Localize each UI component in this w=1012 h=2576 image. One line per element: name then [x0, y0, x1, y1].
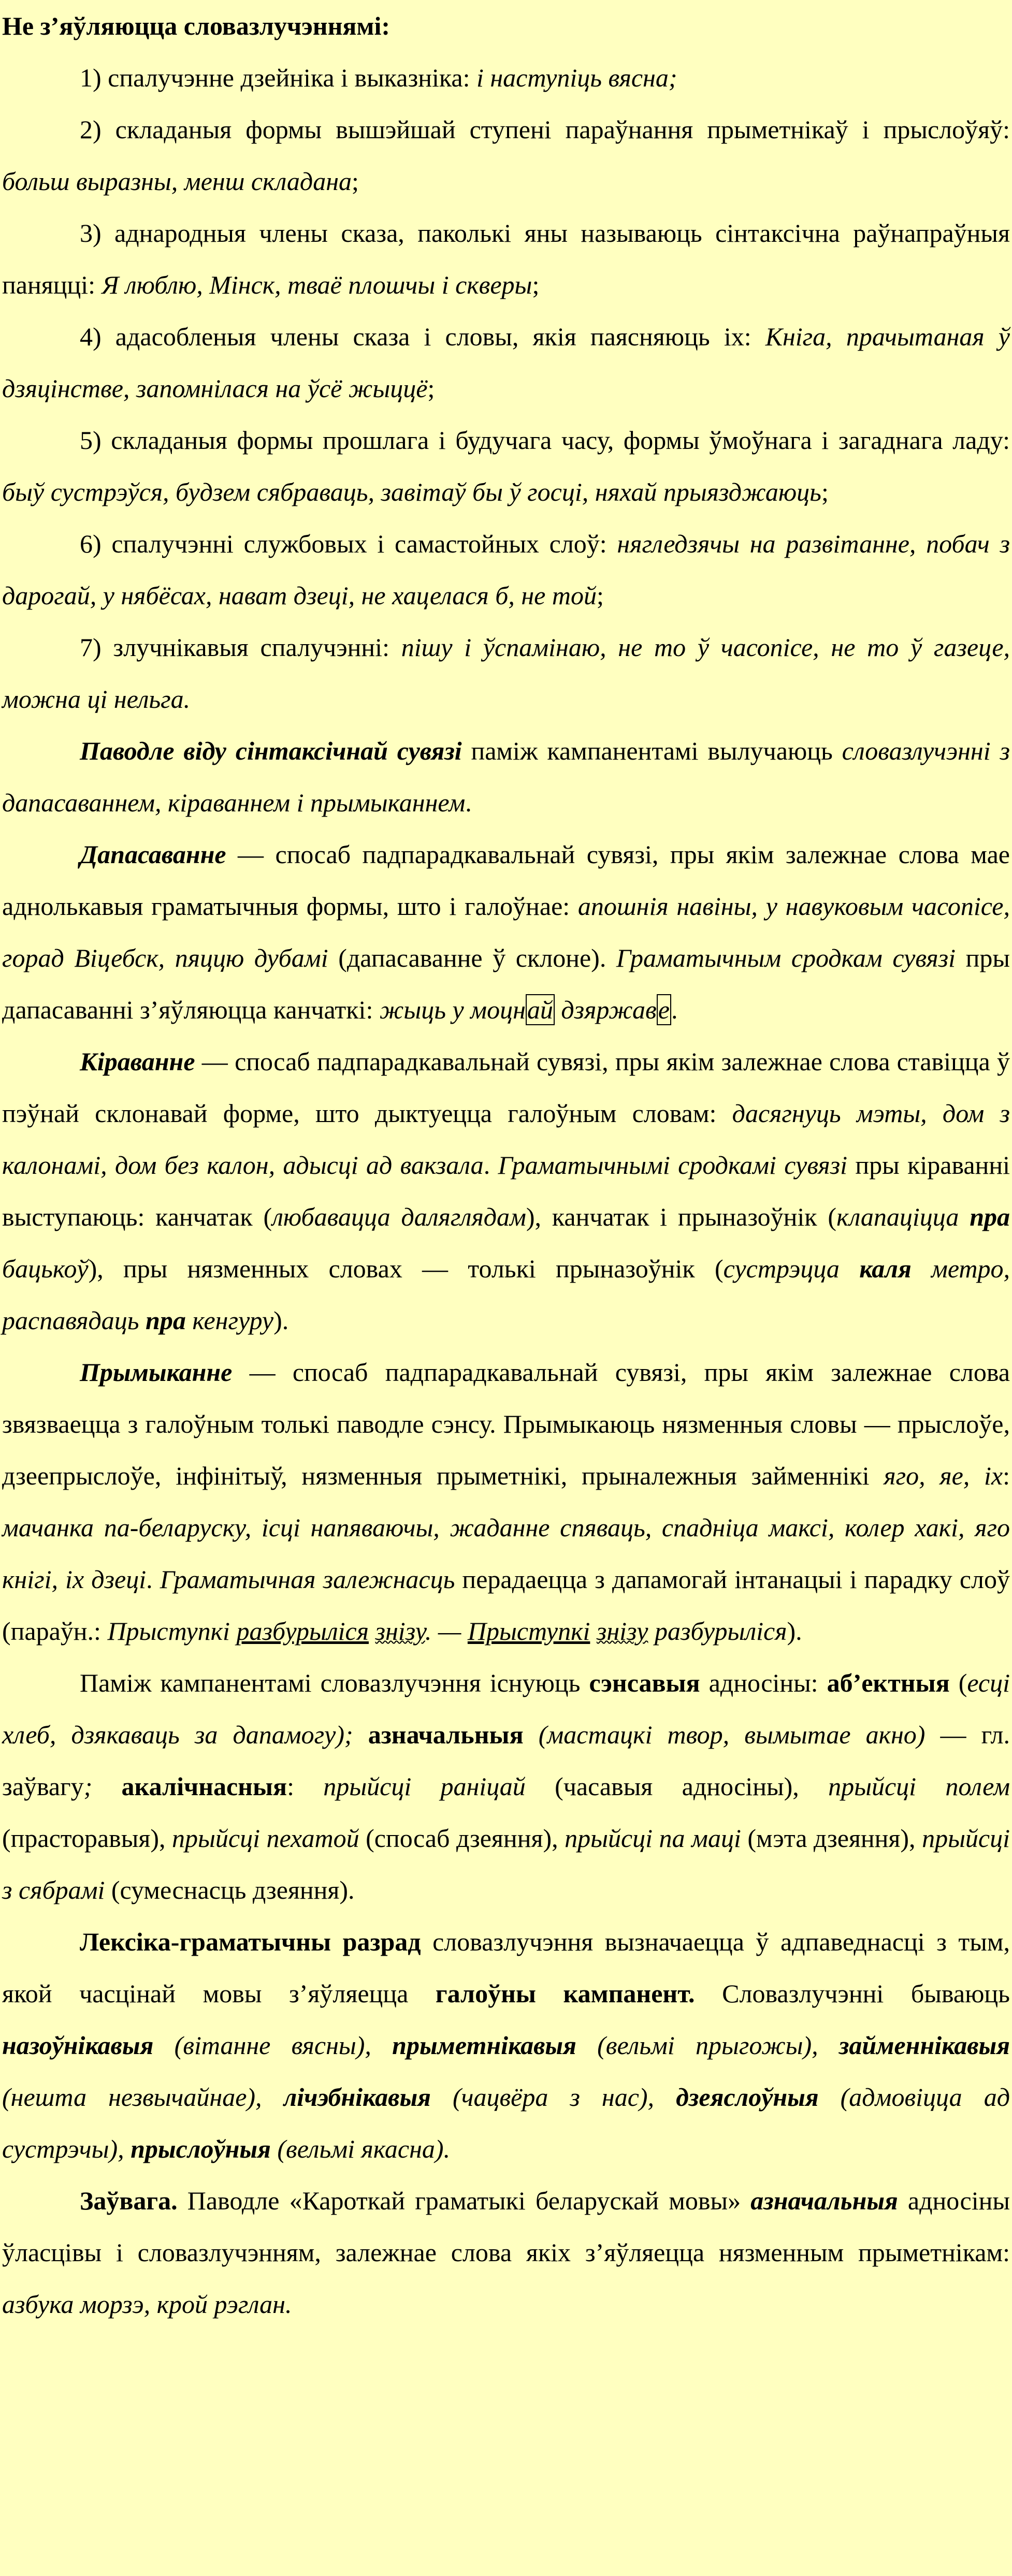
dapasavanne-paragraph: Дапасаванне — спосаб падпарадкавальнай сувязі, пры якім залежнае слова мае аднолькавыя граматычныя формы, што і галоўнае: апошнія навіны, у навуковым часопісе, горад Віцебск, пяццю дубамі (дапасаванне ў склоне). Граматычным сродкам сувязі пры дапасаванні з’яўляюцца канчаткі: жыць у моцнай дзяржаве.: [2, 840, 1010, 1024]
ending-box: е: [657, 994, 671, 1025]
list-item: 7) злучнікавыя спалучэнні: пішу і ўспамінаю, не то ў часопісе, не то ў газеце, можна ці нельга.: [2, 633, 1010, 714]
note-label: Заўвага.: [80, 2186, 178, 2215]
term: Прымыканне: [80, 1358, 233, 1387]
list-item: 1) спалучэнне дзейніка і выказніка: і наступіць вясна;: [80, 63, 677, 92]
list-item: 2) складаныя формы вышэйшай ступені параўнання прыметнікаў і прыслоўяў: больш выразны, менш складана;: [2, 115, 1010, 196]
list-item: 3) аднародныя члены сказа, паколькі яны называюць сінтаксічна раўнапраўныя паняцці: Я люблю, Мінск, тваё плошчы і скверы;: [2, 219, 1010, 299]
section-heading: Не з’яўляюцца словазлучэннямі:: [2, 11, 391, 40]
prymykanne-paragraph: Прымыканне — спосаб падпарадкавальнай сувязі, пры якім залежнае слова звязваецца з галоўным толькі паводле сэнсу. Прымыкаюць нязменныя словы — прыслоўе, дзеепрыслоўе, інфінітыў, нязменныя прыметнікі, прыналежныя займеннікі яго, яе, іх: мачанка па-беларуску, ісці напяваючы, жаданне спяваць, спадніца максі, колер хакі, яго кнігі, іх дзеці. Граматычная залежнасць перадаецца з дапамогай інтанацыі і парадку слоў (параўн.: Прыступкі разбурыліся знізу. — Прыступкі знізу разбурыліся).: [2, 1358, 1010, 1646]
list-item: 6) спалучэнні службовых і самастойных слоў: нягледзячы на развітанне, побач з дарогай, у нябёсах, нават дзеці, не хацелася б, не той;: [2, 529, 1010, 610]
exceptions-list: [2, 52, 1010, 725]
list-item: 4) адасобленыя члены сказа і словы, якія паясняюць іх: Кніга, прачытаная ў дзяцінстве, запомнілася на ўсё жыццё;: [2, 322, 1010, 403]
note-paragraph: Заўвага. Паводле «Кароткай граматыкі беларускай мовы» азначальныя адносіны ўласцівы і словазлучэнням, залежнае слова якіх з’яўляецца нязменным прыметнікам: азбука морзэ, крой рэглан.: [2, 2186, 1010, 2319]
list-item: 5) складаныя формы прошлага і будучага часу, формы ўмоўнага і загаднага ладу: быў сустрэўся, будзем сябраваць, завітаў бы ў госці, няхай прыязджаюць;: [2, 426, 1010, 506]
term: Кіраванне: [80, 1047, 195, 1076]
syntax-types-paragraph: Паводле віду сінтаксічнай сувязі паміж кампанентамі вылучаюць словазлучэнні з дапасаваннем, кіраваннем і прымыканнем.: [2, 736, 1010, 817]
kiravanne-paragraph: Кіраванне — спосаб падпарадкавальнай сувязі, пры якім залежнае слова ставіцца ў пэўнай склонавай форме, што дыктуецца галоўным словам: дасягнуць мэты, дом з калонамі, дом без калон, адысці ад вакзала. Граматычнымі сродкамі сувязі пры кіраванні выступаюць: канчатак (любавацца даляглядам), канчатак і прыназоўнік (клапаціцца пра бацькоў), пры нязменных словах — толькі прыназоўнік (сустрэцца каля метро, распавядаць пра кенгуру).: [2, 1047, 1010, 1335]
term: Дапасаванне: [80, 840, 226, 869]
ending-box: ай: [526, 994, 555, 1025]
lexical-grammatical-paragraph: Лексіка-граматычны разрад словазлучэння вызначаецца ў адпаведнасці з тым, якой часцінай мовы з’яўляецца галоўны кампанент. Словазлучэнні бываюць назоўнікавыя (вітанне вясны), прыметнікавыя (вельмі прыгожы), займеннікавыя (нешта незвычайнае), лічэбнікавыя (чацвёра з нас), дзеяслоўныя (адмовіцца ад сустрэчы), прыслоўныя (вельмі якасна).: [2, 1927, 1010, 2163]
semantic-relations-paragraph: Паміж кампанентамі словазлучэння існуюць сэнсавыя адносіны: аб’ектныя (есці хлеб, дзякаваць за дапамогу); азначальныя (мастацкі твор, вымытае акно) — гл. заўвагу; акалічнасныя: прыйсці раніцай (часавыя адносіны), прыйсці полем (прасторавыя), прыйсці пехатой (спосаб дзеяння), прыйсці па маці (мэта дзеяння), прыйсці з сябрамі (сумеснасць дзеяння).: [2, 1668, 1010, 1904]
